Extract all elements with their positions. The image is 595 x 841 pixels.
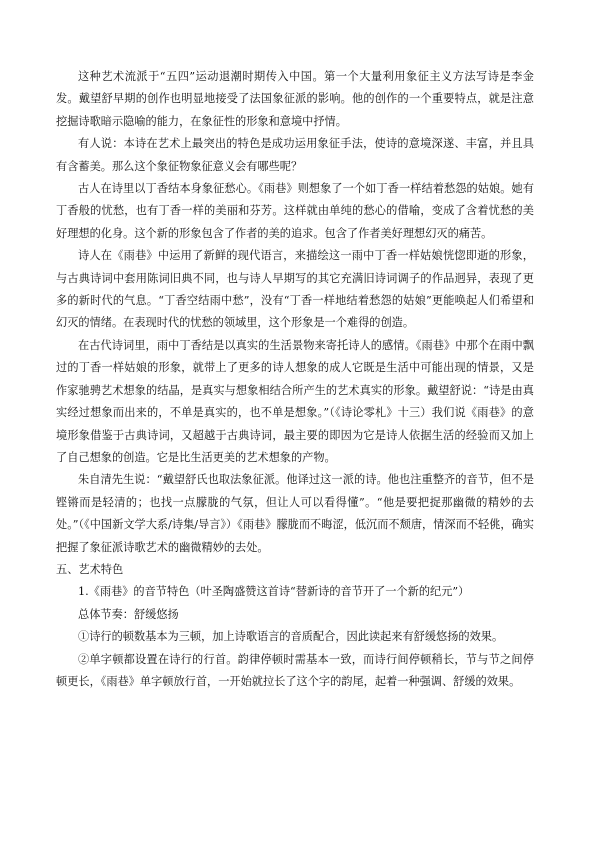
section-heading: 五、艺术特色	[56, 562, 124, 576]
paragraph-modern-language: 诗人在《雨巷》中运用了新鲜的现代语言，来描绘这一雨中丁香一样姑娘恍惚即逝的形象，与古典诗词中套用陈词旧典不同，也与诗人早期写的其它充满旧诗词调子的作品迥异，表现了更多的新时代的气息。“丁香空结雨中愁”，没有“丁香一样地结着愁怨的姑娘”更能唤起人们希望和幻灭的情绪。在表现时代的忧愁的领域里，这个形象是一个难得的创造。	[56, 249, 534, 330]
subsection-heading: 1.《雨巷》的音节特色（叶圣陶盛赞这首诗“替新诗的音节开了一个新的纪元”）	[78, 585, 470, 599]
point-item: ②单字顿都设置在诗行的行首。韵律停顿时需基本一致，而诗行间停顿稍长，节与节之间停顿更长，《雨巷》单字顿放行首，一开始就拉长了这个字的韵尾，起着一种强调、舒缓的效果。	[56, 652, 534, 688]
point-item: ①诗行的顿数基本为三顿，加上诗歌语言的音质配合，因此读起来有舒缓悠扬的效果。	[78, 630, 504, 644]
paragraph-symbol-question: 有人说：本诗在艺术上最突出的特色是成功运用象征手法，使诗的意境深遂、丰富，并且具有含蓄美。那么这个象征物象征意义会有哪些呢？	[56, 137, 534, 173]
paragraph-reality-imagination: 在古代诗词里，雨中丁香结是以真实的生活景物来寄托诗人的感情。《雨巷》中那个在雨中飘过的丁香一样姑娘的形象，就带上了更多的诗人想象的成人它既是生活中可能出现的情景，又是作家驰骋艺术想象的结晶，是真实与想象相结合所产生的艺术真实的形象。戴望舒说：“诗是由真实经过想象而出来的，不单是真实的，也不单是想象。”（《诗论零札》十三）我们说《雨巷》的意境形象借鉴于古典诗词，又超越于古典诗词，最主要的即因为它是诗人依据生活的经验而又加上了自己想象的创造。它是比生活更美的艺术想象的产物。	[56, 338, 534, 464]
paragraph-zhu-ziqing-quote: 朱自清先生说：“戴望舒氏也取法象征派。他译过这一派的诗。他也注重整齐的音节，但不是铿锵而是轻清的；也找一点朦胧的气氛，但让人可以看得懂”。“他是要把捉那幽微的精妙的去处。”（《中国新文学大系/诗集/导言》）《雨巷》朦胧而不晦涩，低沉而不颓唐，情深而不轻佻，确实把握了象征派诗歌艺术的幽微精妙的去处。	[56, 473, 534, 554]
paragraph-symbolism-origin: 这种艺术流派于“五四”运动退潮时期传入中国。第一个大量利用象征主义方法写诗是李金发。戴望舒早期的创作也明显地接受了法国象征派的影响。他的创作的一个重要特点，就是注意挖掘诗歌暗示隐喻的能力，在象征性的形象和意境中抒情。	[56, 70, 534, 128]
paragraph-lilac-symbol: 古人在诗里以丁香结本身象征愁心。《雨巷》则想象了一个如丁香一样结着愁怨的姑娘。她有丁香般的忧愁，也有丁香一样的美丽和芬芳。这样就由单纯的愁心的借喻，变成了含着忧愁的美好理想的化身。这个新的形象包含了作者的美的追求。包含了作者美好理想幻灭的痛苦。	[56, 182, 534, 240]
document-body	[56, 66, 534, 693]
overall-rhythm-line: 总体节奏：舒缓悠扬	[78, 607, 179, 621]
